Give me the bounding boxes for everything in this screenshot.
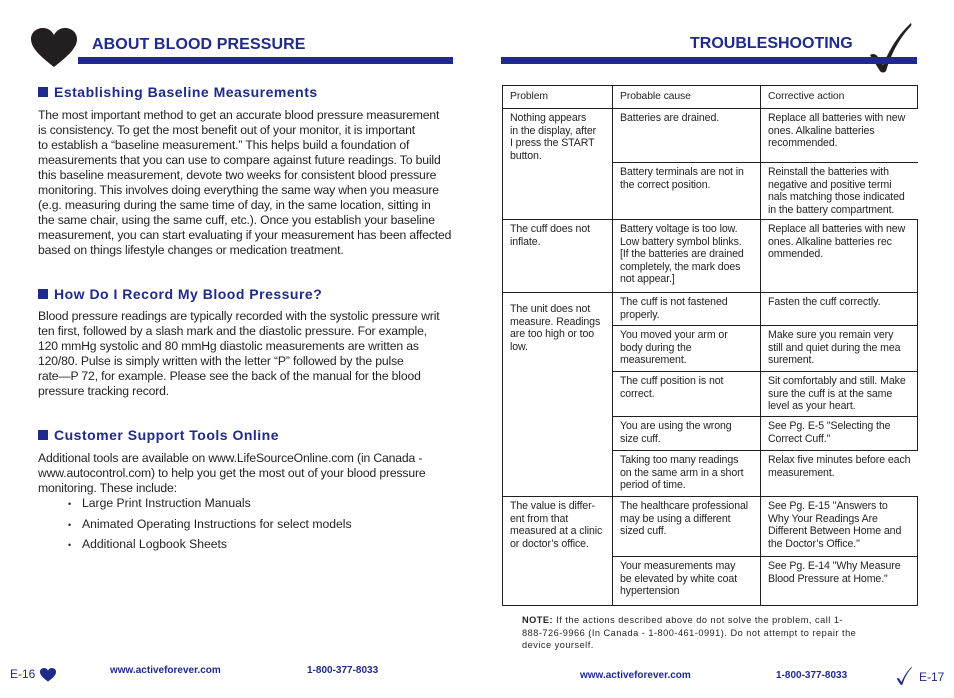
support-paragraph: Additional tools are available on www.LifeSourceOnline.com (in Canada - www.autocontrol.com) to help you get the most out of your blood pressure monitoring. These include: bbox=[38, 451, 426, 495]
list-item: • Animated Operating Instructions for select models bbox=[68, 516, 352, 531]
heart-icon bbox=[39, 668, 57, 682]
problem-cell: The unit does not measure. Readings are too high or too low. bbox=[503, 293, 613, 497]
action-cell: See Pg. E-15 "Answers to Why Your Readings Are Different Between Home and the Doctor’s Office." bbox=[761, 497, 918, 557]
website-left[interactable]: www.activeforever.com bbox=[110, 665, 221, 676]
header-bar-right bbox=[501, 57, 917, 64]
problem-cell: The cuff does not inflate. bbox=[503, 220, 613, 293]
cause-cell: Your measurements may be elevated by white coat hypertension bbox=[613, 557, 761, 606]
cause-cell: Battery terminals are not in the correct position. bbox=[613, 163, 761, 220]
action-cell: Sit comfortably and still. Make sure the cuff is at the same level as your heart. bbox=[761, 372, 918, 417]
heart-icon bbox=[30, 28, 78, 68]
square-bullet-icon bbox=[38, 289, 48, 299]
action-cell: See Pg. E-5 "Selecting the Correct Cuff." bbox=[761, 417, 918, 451]
section-heading-support: Customer Support Tools Online bbox=[38, 427, 279, 443]
action-cell: Make sure you remain very still and quiet during the mea surement. bbox=[761, 326, 918, 372]
record-paragraph: Blood pressure readings are typically recorded with the systolic pressure writ ten first, followed by a slash mark and the diastolic pressure. For example, 120 mmHg systolic and 80 mmHg diastolic measurements are written as 120/80. Pulse is simply written with the letter “P” followed by the pulse rate—P 72, for example. Please see the back of the manual for the blood pressure tracking record. bbox=[38, 309, 440, 398]
action-cell: Fasten the cuff correctly. bbox=[761, 293, 918, 326]
square-bullet-icon bbox=[38, 430, 48, 440]
cause-cell: You are using the wrong size cuff. bbox=[613, 417, 761, 451]
page-number-left: E-16 bbox=[10, 667, 36, 681]
table-row bbox=[503, 220, 918, 293]
section-heading-baseline: Establishing Baseline Measurements bbox=[38, 84, 318, 100]
page-number-right: E-17 bbox=[919, 670, 945, 684]
table-row bbox=[503, 293, 918, 326]
problem-cell: Nothing appears in the display, after I press the START button. bbox=[503, 109, 613, 220]
support-bullet-list bbox=[68, 494, 352, 556]
table-row bbox=[503, 497, 918, 557]
page-header-left: ABOUT BLOOD PRESSURE bbox=[92, 36, 306, 53]
header-bar-left bbox=[78, 57, 453, 64]
section-heading-record: How Do I Record My Blood Pressure? bbox=[38, 286, 322, 302]
cause-cell: The cuff is not fastened properly. bbox=[613, 293, 761, 326]
action-cell: Replace all batteries with new ones. Alkaline batteries recommended. bbox=[761, 109, 918, 163]
phone-right: 1-800-377-8033 bbox=[776, 670, 848, 681]
baseline-paragraph: The most important method to get an accurate blood pressure measurement is consistency. To get the most benefit out of your monitor, it is important to establish a “baseline measurement.” This helps build a foundation of measurements that you can use to compare against future readings. To build this baseline measurement, devote two weeks for consistent blood pressure monitoring. This involves doing everything the same way when you measure (e.g. measuring during the same time of day, in the same location, sitting in the same chair, using the same cuff, etc.). Once you establish your baseline measurement, you can start evaluating if your measurement has been affected based on things lifestyle changes or medication treatment. bbox=[38, 108, 452, 257]
cause-cell: The cuff position is not correct. bbox=[613, 372, 761, 417]
action-cell: Relax five minutes before each measurement. bbox=[761, 451, 918, 497]
problem-cell: The value is differ- ent from that measured at a clinic or doctor’s office. bbox=[503, 497, 613, 606]
cause-cell: You moved your arm or body during the measurement. bbox=[613, 326, 761, 372]
troubleshooting-table bbox=[502, 85, 918, 606]
square-bullet-icon bbox=[38, 87, 48, 97]
list-item: • Additional Logbook Sheets bbox=[68, 537, 228, 551]
website-right[interactable]: www.activeforever.com bbox=[580, 670, 691, 681]
cause-cell: Taking too many readings on the same arm in a short period of time. bbox=[613, 451, 761, 497]
list-item: • Large Print Instruction Manuals bbox=[68, 496, 251, 510]
page-header-right: TROUBLESHOOTING bbox=[690, 35, 853, 52]
troubleshooting-note: NOTE: If the actions described above do not solve the problem, call 1- 888-726-9966 (In Canada - 1-800-461-0991). Do not attempt to repair the device yourself. bbox=[522, 615, 857, 650]
table-header-row bbox=[503, 86, 918, 109]
action-cell: Reinstall the batteries with negative and positive termi nals matching those indicated in the battery compartment. bbox=[761, 163, 918, 220]
phone-left: 1-800-377-8033 bbox=[307, 665, 379, 676]
action-cell: See Pg. E-14 "Why Measure Blood Pressure at Home." bbox=[761, 557, 918, 606]
checkmark-icon bbox=[896, 666, 912, 686]
action-cell: Replace all batteries with new ones. Alkaline batteries rec ommended. bbox=[761, 220, 918, 293]
cause-cell: Battery voltage is too low. Low battery symbol blinks. [If the batteries are drained completely, the mark does not appear.] bbox=[613, 220, 761, 293]
column-header: Problem bbox=[503, 86, 613, 109]
column-header: Corrective action bbox=[761, 86, 918, 109]
cause-cell: The healthcare professional may be using a different sized cuff. bbox=[613, 497, 761, 557]
table-row bbox=[503, 109, 918, 163]
column-header: Probable cause bbox=[613, 86, 761, 109]
checkmark-icon bbox=[868, 22, 912, 74]
cause-cell: Batteries are drained. bbox=[613, 109, 761, 163]
